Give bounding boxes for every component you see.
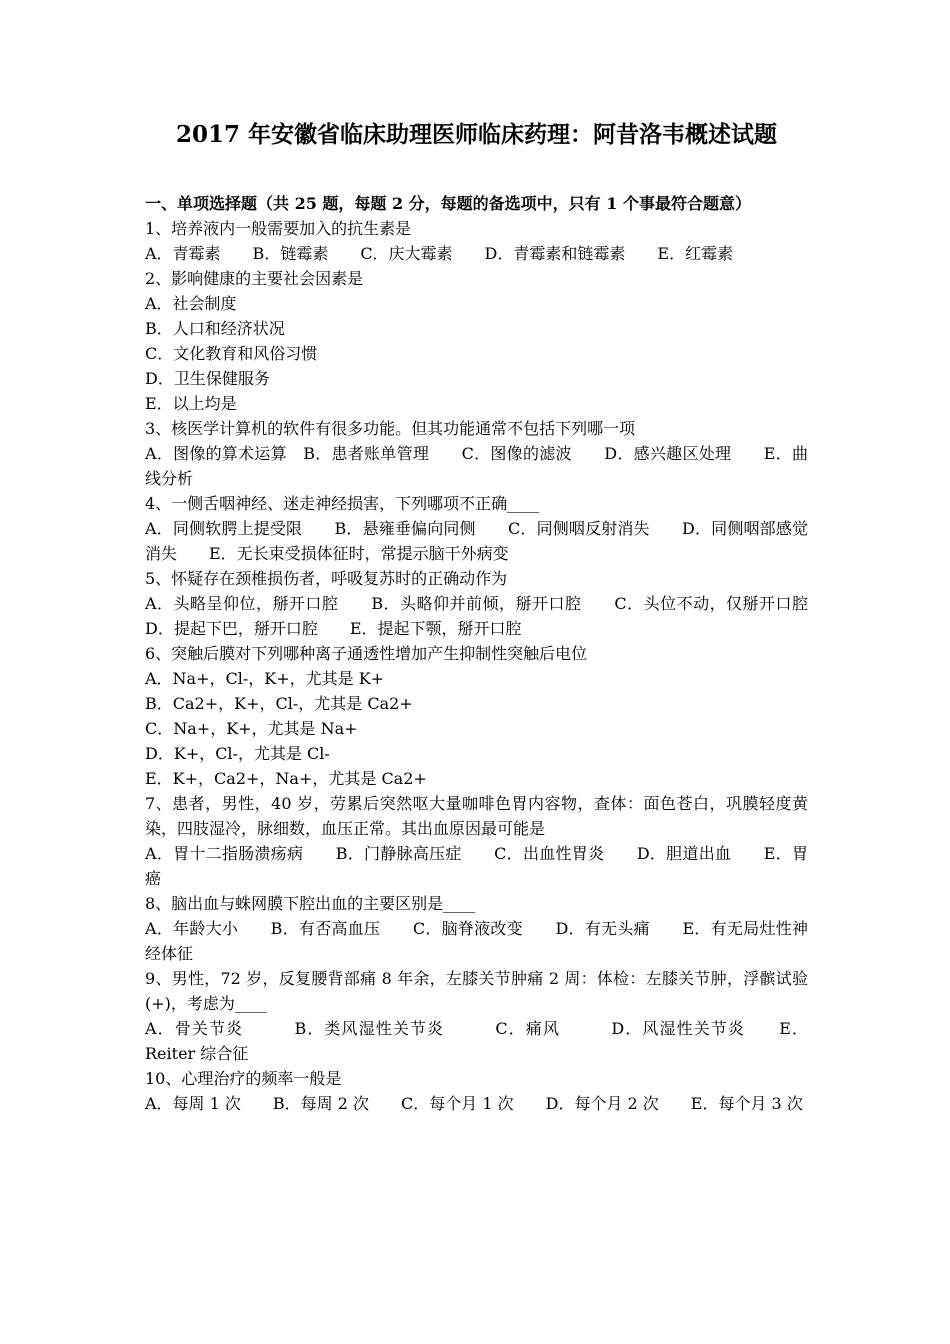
question-stem: 7、患者，男性，40 岁，劳累后突然呕大量咖啡色胃内容物，查体：面色苍白，巩膜轻度黄染，四肢湿冷，脉细数，血压正常。其出血原因最可能是 — [145, 794, 808, 838]
question-options: A．头略呈仰位，掰开口腔 B．头略仰并前倾，掰开口腔 C．头位不动，仅掰开口腔 D．提起下巴，掰开口腔 E．提起下颚，掰开口腔 — [145, 594, 841, 638]
question-option: A．社会制度 — [145, 294, 237, 313]
question-option: B．Ca2+，K+，Cl-，尤其是 Ca2+ — [145, 694, 413, 713]
question-option: C．Na+，K+，尤其是 Na+ — [145, 719, 358, 738]
question-option: C．文化教育和风俗习惯 — [145, 344, 318, 363]
question-stem: 6、突触后膜对下列哪种离子通透性增加产生抑制性突触后电位 — [145, 644, 588, 663]
question-stem: 1、培养液内一般需要加入的抗生素是 — [145, 219, 412, 238]
question-options: A．每周 1 次 B．每周 2 次 C．每个月 1 次 D．每个月 2 次 E．每个月 3 次 — [145, 1094, 803, 1113]
question-options: A．同侧软腭上提受限 B．悬雍垂偏向同侧 C．同侧咽反射消失 D．同侧咽部感觉消失 E．无长束受损体征时，常提示脑干外病变 — [145, 519, 808, 563]
question-stem: 8、脑出血与蛛网膜下腔出血的主要区别是____ — [145, 894, 476, 913]
question-option: D．卫生保健服务 — [145, 369, 270, 388]
question-option: A．Na+，Cl-，K+，尤其是 K+ — [145, 669, 385, 688]
document-page — [145, 118, 841, 1116]
question-option: D．K+，Cl-，尤其是 Cl- — [145, 744, 330, 763]
question-stem: 10、心理治疗的频率一般是 — [145, 1069, 342, 1088]
question-stem: 3、核医学计算机的软件有很多功能。但其功能通常不包括下列哪一项 — [145, 419, 636, 438]
question-options: A．青霉素 B．链霉素 C．庆大霉素 D．青霉素和链霉素 E．红霉素 — [145, 244, 734, 263]
question-options: A．年龄大小 B．有否高血压 C．脑脊液改变 D．有无头痛 E．有无局灶性神经体征 — [145, 919, 808, 963]
question-stem: 4、一侧舌咽神经、迷走神经损害，下列哪项不正确____ — [145, 494, 540, 513]
question-options: A．图像的算术运算 B．患者账单管理 C．图像的滤波 D．感兴趣区处理 E．曲线分析 — [145, 444, 808, 488]
question-stem: 5、怀疑存在颈椎损伤者，呼吸复苏时的正确动作为 — [145, 569, 508, 588]
question-options: A．胃十二指肠溃疡病 B．门静脉高压症 C．出血性胃炎 D．胆道出血 E．胃癌 — [145, 844, 808, 888]
question-options: A．骨关节炎 B．类风湿性关节炎 C．痛风 D．风湿性关节炎 E．Reiter 综合征 — [145, 1019, 808, 1063]
question-stem: 9、男性，72 岁，反复腰背部痛 8 年余，左膝关节肿痛 2 周：体检：左膝关节肿，浮髌试验(+)，考虑为____ — [145, 969, 808, 1013]
question-option: B．人口和经济状况 — [145, 319, 285, 338]
question-option: E．K+，Ca2+，Na+，尤其是 Ca2+ — [145, 769, 427, 788]
document-title: 2017 年安徽省临床助理医师临床药理：阿昔洛韦概述试题 — [175, 121, 778, 148]
question-stem: 2、影响健康的主要社会因素是 — [145, 269, 364, 288]
section-heading: 一、单项选择题（共 25 题，每题 2 分，每题的备选项中，只有 1 个事最符合题意） — [145, 194, 751, 213]
question-option: E．以上均是 — [145, 394, 237, 413]
